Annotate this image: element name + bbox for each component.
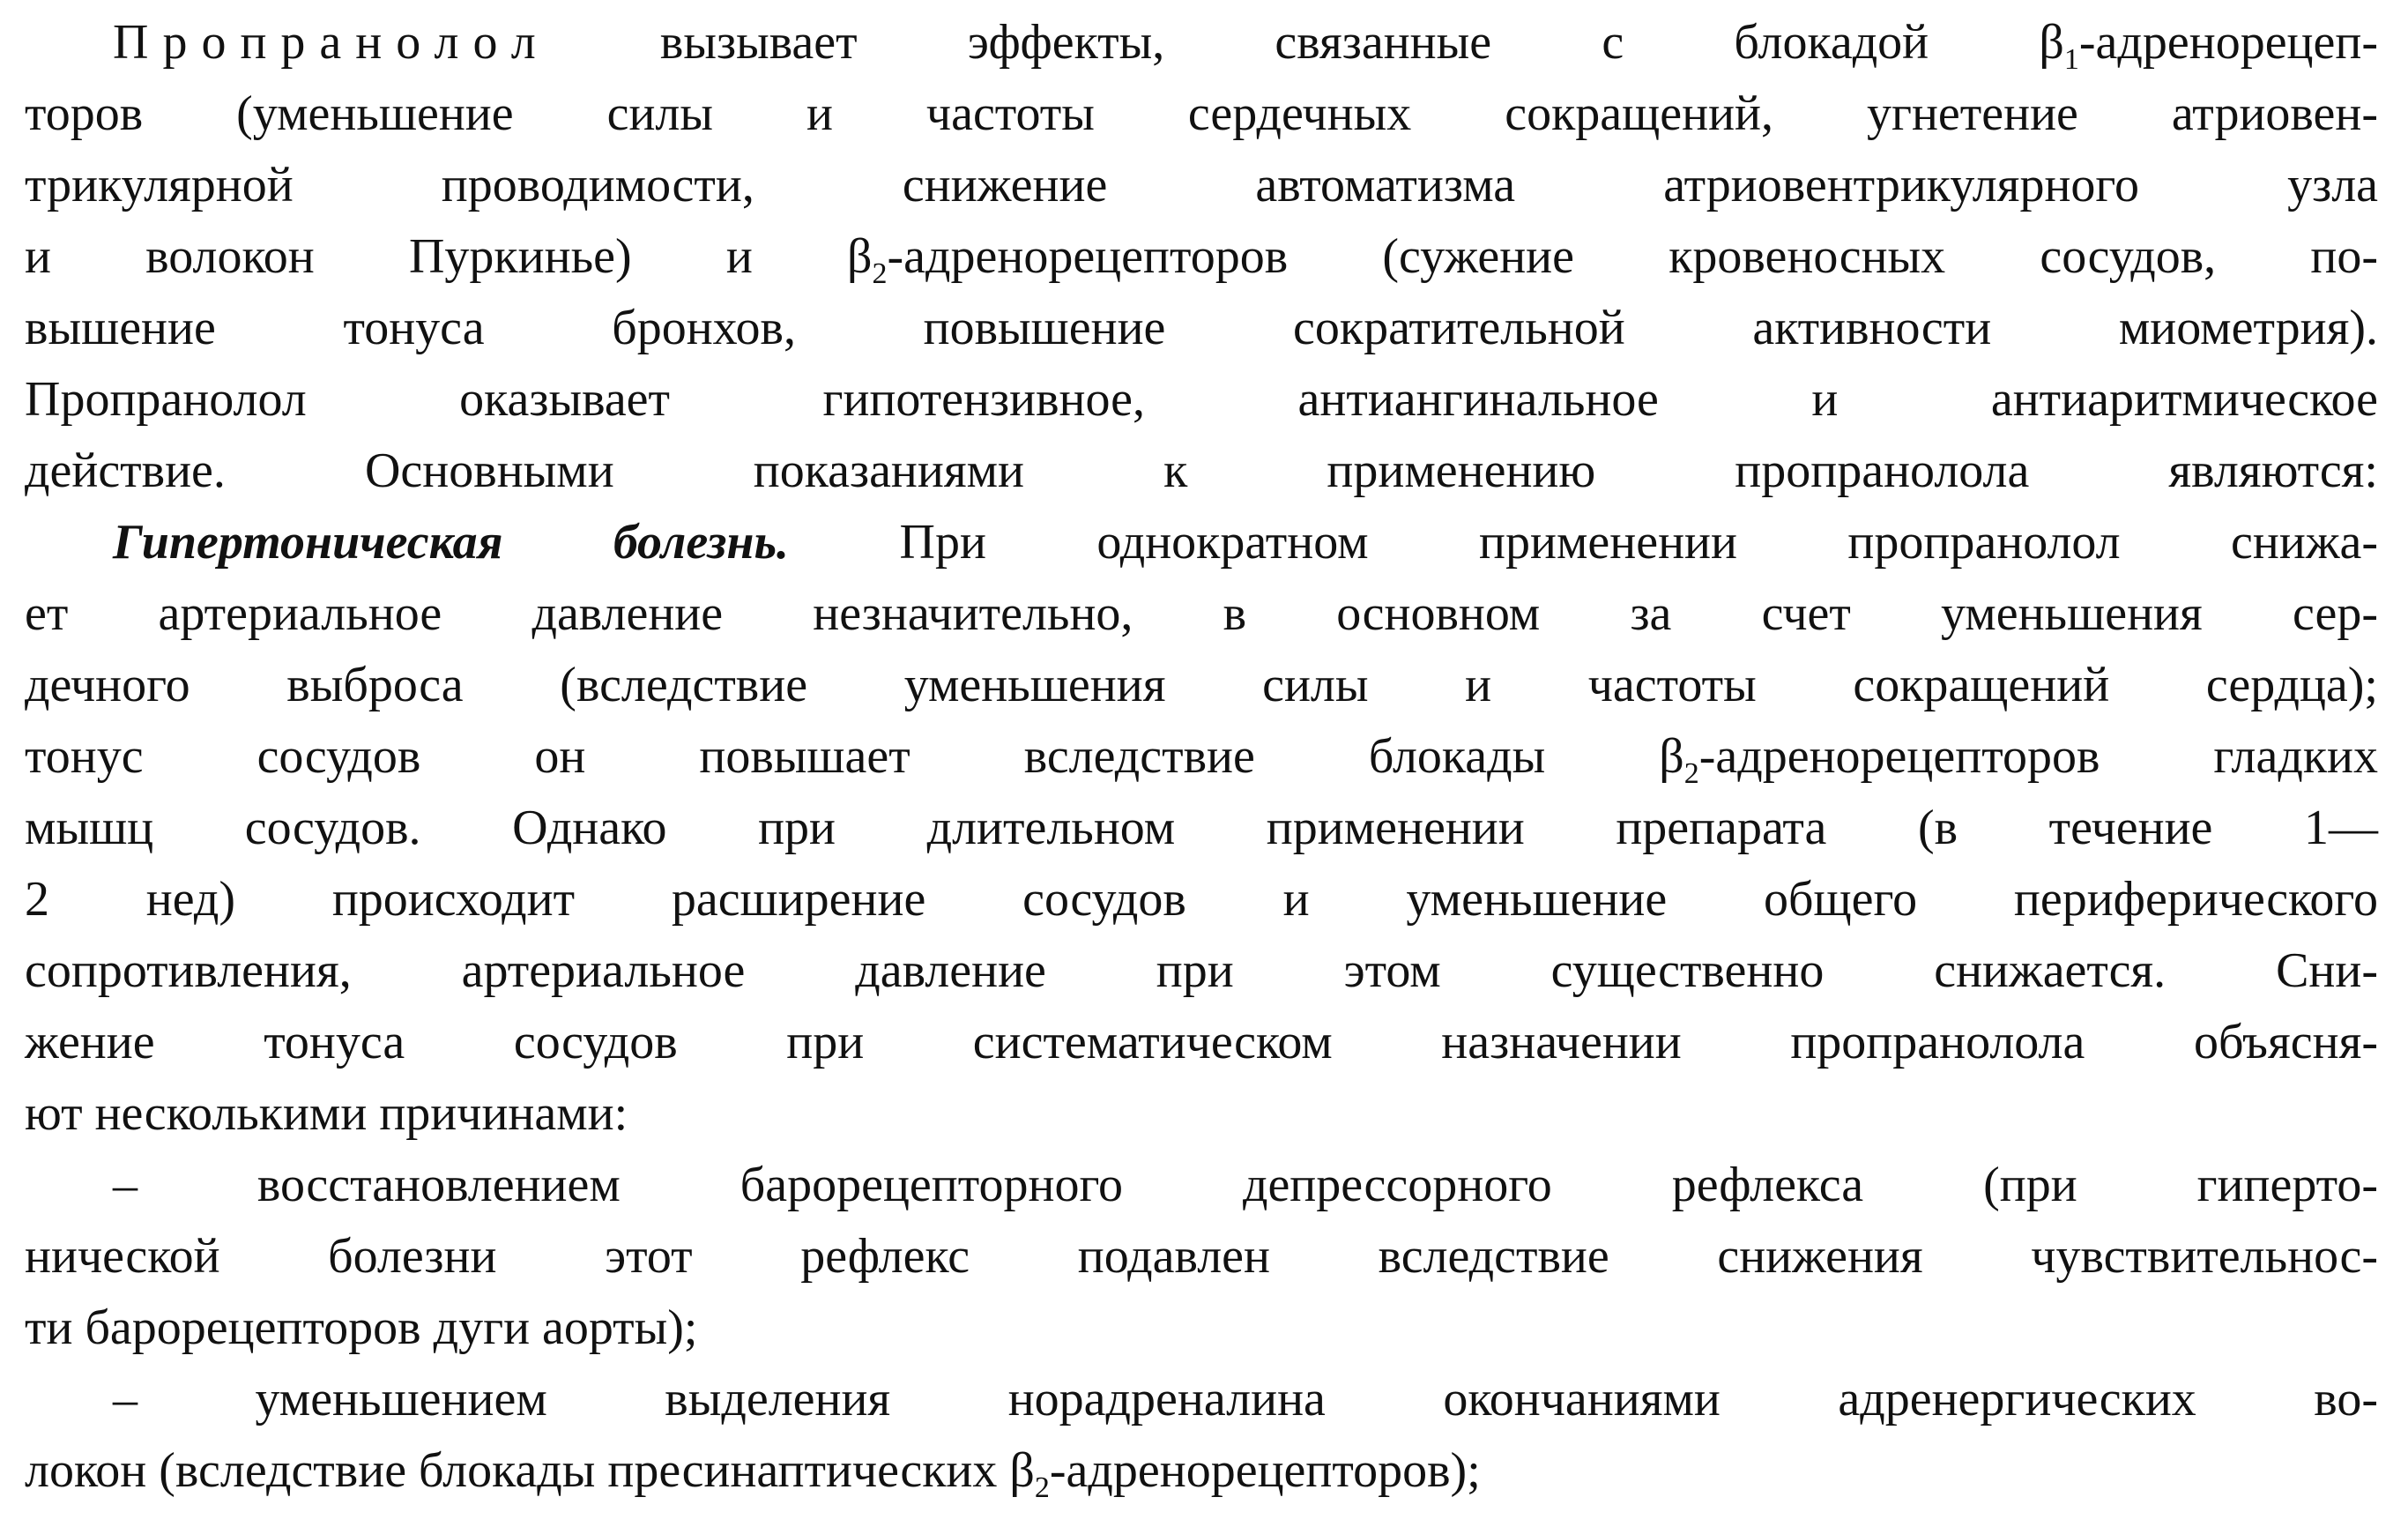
text-line: 2 нед) происходит расширение сосудов и уменьшение общего периферического xyxy=(25,872,2378,927)
text-segment: тонус сосудов он повышает вследствие блокады β xyxy=(25,729,1684,784)
text-segment: локон (вследствие блокады пресинаптических β xyxy=(25,1443,1035,1498)
subscript: 2 xyxy=(1683,757,1699,790)
text-line: ет артериальное давление незначительно, в основном за счет уменьшения сер- xyxy=(25,586,2378,641)
list-item-line: нической болезни этот рефлекс подавлен вследствие снижения чувствительнос- xyxy=(25,1229,2378,1284)
text-line xyxy=(25,721,2378,793)
text-segment: При однократном применении пропранолол снижа- xyxy=(899,515,2379,570)
subscript: 2 xyxy=(872,257,888,290)
text-line: жение тонуса сосудов при систематическом назначении пропранолола объясня- xyxy=(25,1015,2378,1069)
text-segment: -адренорецепторов (сужение кровеносных сосудов, по- xyxy=(887,229,2378,284)
text-line: Пропранолол оказывает гипотензивное, антиангинальное и антиаритмическое xyxy=(25,372,2378,427)
list-item-line xyxy=(25,1435,2378,1507)
section-heading: Гипертоническая болезнь. xyxy=(113,515,790,570)
text-line: мышц сосудов. Однако при длительном применении препарата (в течение 1— xyxy=(25,801,2378,855)
list-item-line: – уменьшением выделения норадреналина окончаниями адренергических во- xyxy=(113,1372,2378,1426)
text-line xyxy=(25,221,2378,293)
text-segment: -адренорецепторов); xyxy=(1049,1443,1481,1498)
subscript: 2 xyxy=(1034,1471,1050,1504)
list-item-line: ти барорецепторов дуги аорты); xyxy=(25,1300,698,1355)
text-segment: и волокон Пуркинье) и β xyxy=(25,229,873,284)
subscript: 1 xyxy=(2063,43,2079,76)
text-line xyxy=(25,7,2378,78)
text-line: сопротивления, артериальное давление при этом существенно снижается. Сни- xyxy=(25,943,2378,998)
document-page xyxy=(25,0,2378,1527)
text-line: ют несколькими причинами: xyxy=(25,1086,628,1141)
text-segment: -адренорецеп- xyxy=(2078,15,2378,70)
text-line xyxy=(25,507,2378,578)
text-line: торов (уменьшение силы и частоты сердечных сокращений, угнетение атриовен- xyxy=(25,86,2378,141)
text-line: дечного выброса (вследствие уменьшения силы и частоты сокращений сердца); xyxy=(25,658,2378,712)
text-line: трикулярной проводимости, снижение автоматизма атриовентрикулярного узла xyxy=(25,158,2378,212)
text-segment: вызывает эффекты, связанные с блокадой β xyxy=(659,15,2064,70)
text-line: вышение тонуса бронхов, повышение сократительной активности миометрия). xyxy=(25,301,2378,355)
list-item-line: – восстановлением барорецепторного депрессорного рефлекса (при гиперто- xyxy=(113,1158,2378,1212)
text-segment: -адренорецепторов гладких xyxy=(1698,729,2378,784)
text-line: действие. Основными показаниями к применению пропранолола являются: xyxy=(25,443,2378,498)
drug-name-spaced: Пропранолол xyxy=(113,15,550,70)
